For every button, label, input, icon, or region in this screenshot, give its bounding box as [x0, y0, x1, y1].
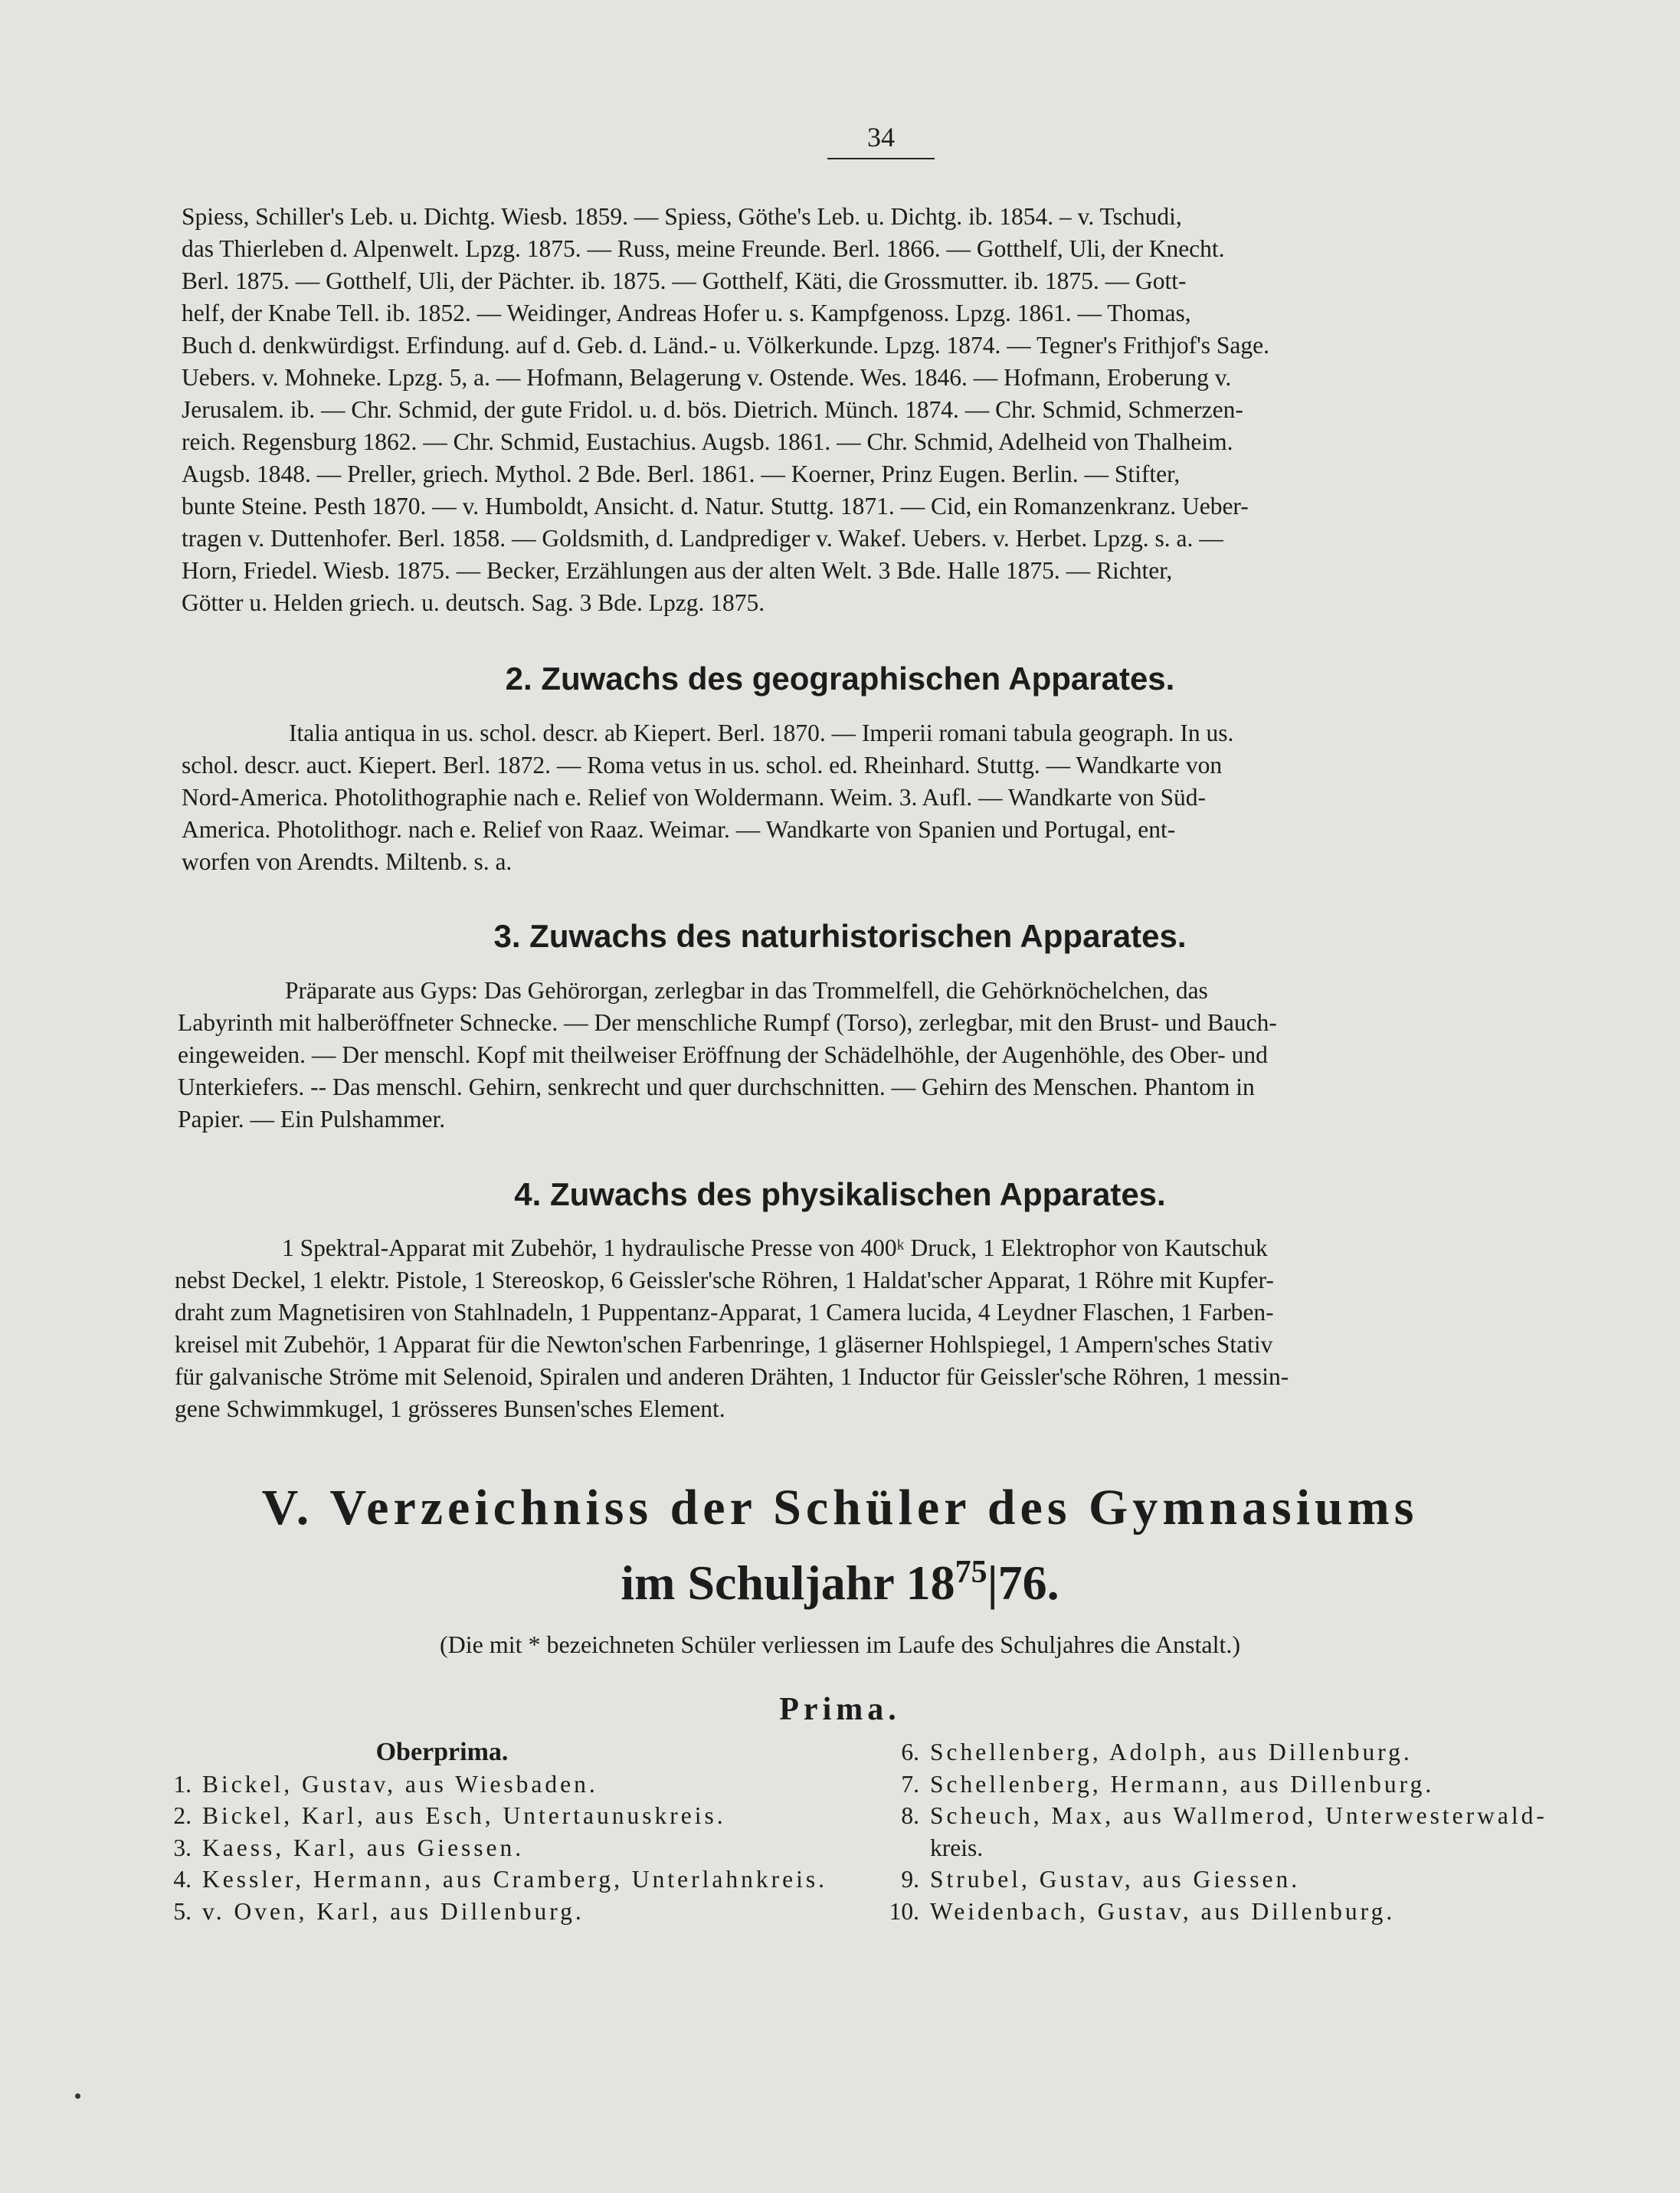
list-item [170, 1800, 860, 1832]
item-number: 7. [901, 1770, 919, 1798]
section5-subheading [0, 1554, 1680, 1611]
section3-heading: 3. Zuwachs des naturhistorischen Apparates. [493, 918, 1187, 954]
item-text: Schellenberg, Hermann, aus Dillenburg. [930, 1770, 1435, 1798]
item-number: 3. [173, 1834, 192, 1861]
item-number: 5. [173, 1897, 192, 1925]
text-line: schol. descr. auct. Kiepert. Berl. 1872. — Roma vetus in us. schol. ed. Rheinhard. Stuttg. — Wandkarte von [182, 752, 1223, 779]
list-item [889, 1864, 1578, 1896]
item-number: 9. [901, 1866, 919, 1893]
text-line: Italia antiqua in us. schol. descr. ab Kiepert. Berl. 1870. — Imperii romani tabula geograph. In us. [289, 720, 1234, 746]
list-item [170, 1864, 860, 1896]
text-line: Labyrinth mit halberöffneter Schnecke. — Der menschliche Rumpf (Torso), zerlegbar, mit den Brust- und Bauch- [178, 1009, 1277, 1036]
student-list-left [170, 1736, 860, 1927]
section4-text [175, 1232, 1574, 1425]
text-line: Nord-America. Photolithographie nach e. Relief von Woldermann. Weim. 3. Aufl. — Wandkarte von Süd- [182, 784, 1206, 811]
text-line: eingeweiden. — Der menschl. Kopf mit theilweiser Eröffnung der Schädelhöhle, der Augenhöhle, des Ober- und [178, 1041, 1268, 1068]
list-item [170, 1832, 860, 1864]
item-text: Kessler, Hermann, aus Cramberg, Unterlahnkreis. [202, 1866, 827, 1893]
item-number: 2. [173, 1802, 192, 1829]
text-line: reich. Regensburg 1862. — Chr. Schmid, Eustachius. Augsb. 1861. — Chr. Schmid, Adelheid von Thalheim. [182, 428, 1233, 455]
section3-text [178, 975, 1574, 1136]
item-number [889, 1832, 919, 1864]
text-line: Berl. 1875. — Gotthelf, Uli, der Pächter. ib. 1875. — Gotthelf, Käti, die Grossmutter. ib. 1875. — Gott- [182, 267, 1187, 294]
item-text: Scheuch, Max, aus Wallmerod, Unterwesterwald- [930, 1802, 1547, 1829]
list-item [170, 1768, 860, 1801]
subheading-suffix: |76. [987, 1555, 1059, 1610]
text-line: Buch d. denkwürdigst. Erfindung. auf d. Geb. d. Länd.- u. Völkerkunde. Lpzg. 1874. — Tegner's Frithjof's Sage. [182, 332, 1269, 359]
text-line: helf, der Knabe Tell. ib. 1852. — Weidinger, Andreas Hofer u. s. Kampfgenoss. Lpzg. 1861. — Thomas, [182, 300, 1191, 326]
item-number: 10. [889, 1897, 919, 1925]
item-number: 4. [173, 1866, 192, 1893]
text-line: Papier. — Ein Pulshammer. [178, 1106, 446, 1133]
text-line: tragen v. Duttenhofer. Berl. 1858. — Goldsmith, d. Landprediger v. Wakef. Uebers. v. Herbet. Lpzg. s. a. — [182, 525, 1223, 552]
ink-speck [75, 2093, 80, 2099]
section5-note: (Die mit * bezeichneten Schüler verliessen im Laufe des Schuljahres die Anstalt.) [440, 1631, 1240, 1658]
item-text: v. Oven, Karl, aus Dillenburg. [202, 1897, 585, 1925]
item-text: Weidenbach, Gustav, aus Dillenburg. [930, 1897, 1396, 1925]
list-item [889, 1736, 1578, 1768]
text-line: nebst Deckel, 1 elektr. Pistole, 1 Stereoskop, 6 Geissler'sche Röhren, 1 Haldat'scher Apparat, 1 Röhre mit Kupfer- [175, 1267, 1274, 1293]
text-line: draht zum Magnetisiren von Stahlnadeln, 1 Puppentanz-Apparat, 1 Camera lucida, 4 Leydner Flaschen, 1 Farben- [175, 1299, 1274, 1326]
section1-text [182, 201, 1574, 619]
list-item [889, 1832, 1578, 1864]
section2-heading: 2. Zuwachs des geographischen Apparates. [505, 661, 1175, 697]
text-line: America. Photolithogr. nach e. Relief von Raaz. Weimar. — Wandkarte von Spanien und Portugal, ent- [182, 816, 1176, 843]
item-text: Strubel, Gustav, aus Giessen. [930, 1866, 1301, 1893]
text-line: Präparate aus Gyps: Das Gehörorgan, zerlegbar in das Trommelfell, die Gehörknöchelchen, das [285, 977, 1208, 1004]
page-number: 34 [827, 121, 935, 159]
subheading-sup: 75 [955, 1555, 987, 1590]
list-item [889, 1800, 1578, 1832]
item-number: 1. [173, 1770, 192, 1798]
list-item [170, 1896, 860, 1928]
item-text: Schellenberg, Adolph, aus Dillenburg. [930, 1739, 1413, 1765]
list-item [889, 1768, 1578, 1801]
item-text: Kaess, Karl, aus Giessen. [202, 1834, 525, 1861]
item-number: 6. [901, 1739, 919, 1765]
text-line: Unterkiefers. -- Das menschl. Gehirn, senkrecht und quer durchschnitten. — Gehirn des Menschen. Phantom in [178, 1074, 1255, 1100]
text-line: 1 Spektral-Apparat mit Zubehör, 1 hydraulische Presse von 400ᵏ Druck, 1 Elektrophor von Kautschuk [282, 1234, 1268, 1261]
text-line: gene Schwimmkugel, 1 grösseres Bunsen'sches Element. [175, 1395, 725, 1422]
item-text: Bickel, Karl, aus Esch, Untertaunuskreis. [202, 1802, 726, 1829]
text-line: Götter u. Helden griech. u. deutsch. Sag. 3 Bde. Lpzg. 1875. [182, 589, 765, 616]
item-number: 8. [901, 1802, 919, 1829]
student-list-right [889, 1736, 1578, 1927]
text-line: bunte Steine. Pesth 1870. — v. Humboldt, Ansicht. d. Natur. Stuttg. 1871. — Cid, ein Romanzenkranz. Ueber- [182, 493, 1249, 520]
text-line: das Thierleben d. Alpenwelt. Lpzg. 1875. — Russ, meine Freunde. Berl. 1866. — Gotthelf, Uli, der Knecht. [182, 235, 1225, 262]
text-line: Spiess, Schiller's Leb. u. Dichtg. Wiesb. 1859. — Spiess, Göthe's Leb. u. Dichtg. ib. 1854. – v. Tschudi, [182, 203, 1182, 230]
subheading-prefix: im Schuljahr 18 [621, 1555, 955, 1610]
subclass-title: Oberprima. [375, 1738, 509, 1766]
section4-heading: 4. Zuwachs des physikalischen Apparates. [514, 1176, 1166, 1212]
class-title: Prima. [779, 1692, 901, 1727]
text-line: worfen von Arendts. Miltenb. s. a. [182, 848, 513, 875]
text-line: kreisel mit Zubehör, 1 Apparat für die Newton'schen Farbenringe, 1 gläserner Hohlspiegel, 1 Ampern'sches Stativ [175, 1331, 1273, 1358]
text-line: Uebers. v. Mohneke. Lpzg. 5, a. — Hofmann, Belagerung v. Ostende. Wes. 1846. — Hofmann, Eroberung v. [182, 364, 1232, 391]
text-line: Horn, Friedel. Wiesb. 1875. — Becker, Erzählungen aus der alten Welt. 3 Bde. Halle 1875. — Richter, [182, 557, 1173, 584]
item-text: Bickel, Gustav, aus Wiesbaden. [202, 1770, 598, 1798]
section2-text [182, 717, 1574, 878]
list-item [889, 1896, 1578, 1928]
section5-heading: V. Verzeichniss der Schüler des Gymnasiums [261, 1480, 1419, 1536]
text-line: Augsb. 1848. — Preller, griech. Mythol. 2 Bde. Berl. 1861. — Koerner, Prinz Eugen. Berlin. — Stifter, [182, 461, 1181, 487]
item-text: kreis. [930, 1834, 984, 1861]
text-line: für galvanische Ströme mit Selenoid, Spiralen und anderen Drähten, 1 Inductor für Geissler'sche Röhren, 1 messin- [175, 1363, 1289, 1390]
text-line: Jerusalem. ib. — Chr. Schmid, der gute Fridol. u. d. bös. Dietrich. Münch. 1874. — Chr. Schmid, Schmerzen- [182, 396, 1243, 423]
